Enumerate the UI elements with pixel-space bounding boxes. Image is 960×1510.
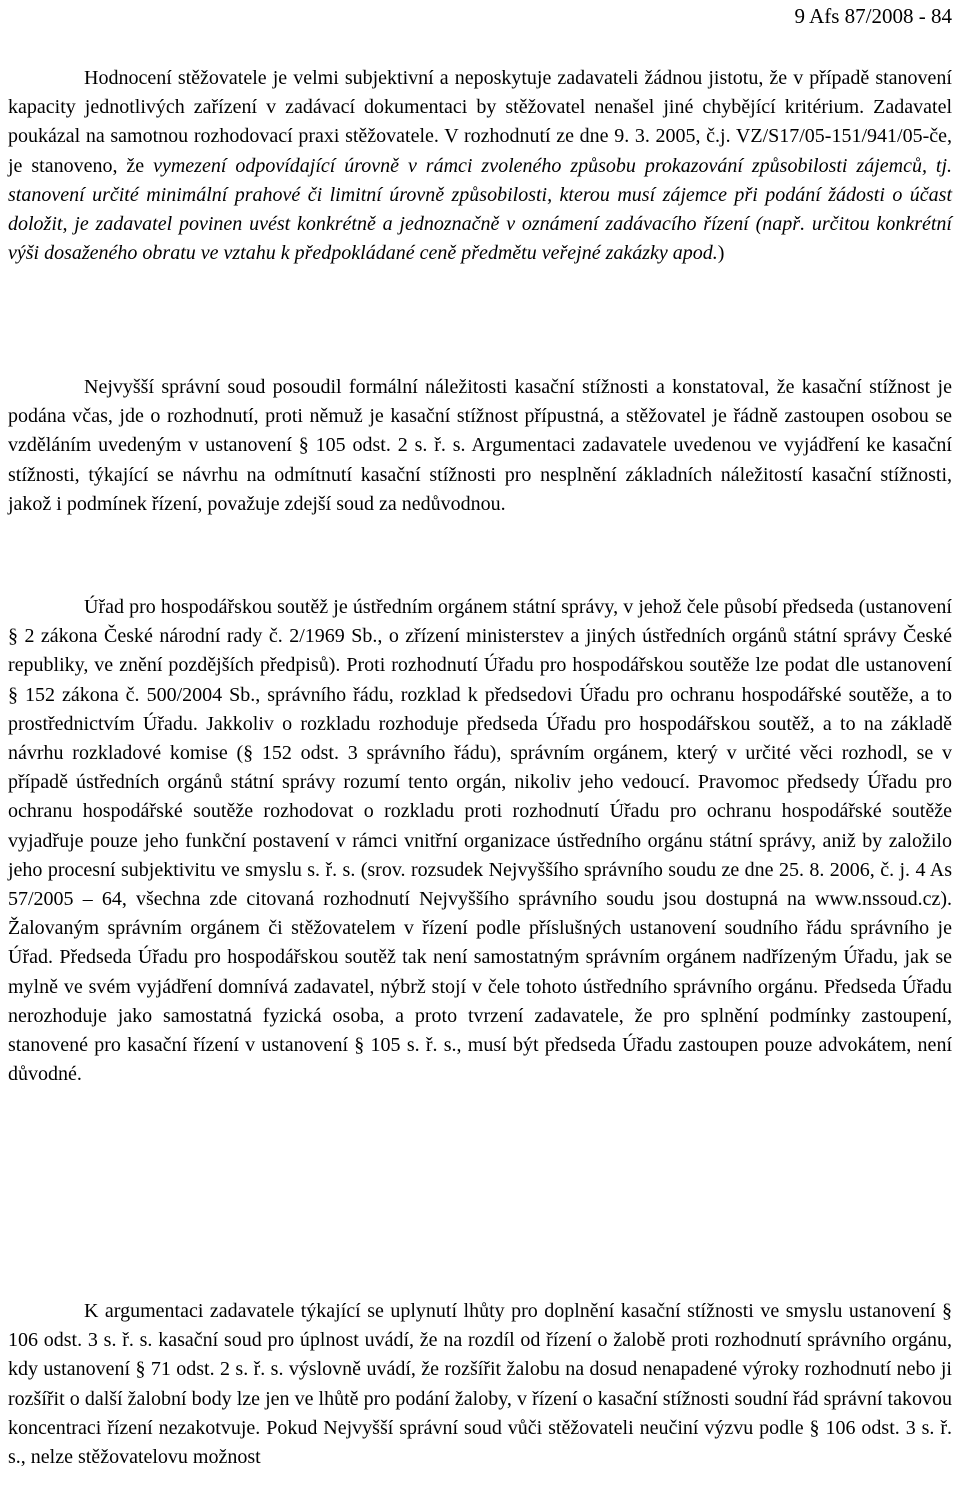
paragraph-1-quote: vymezení odpovídající úrovně v rámci zvoleného způsobu prokazování způsobilosti zájemců, tj. stanovení určité minimální prahové či limitní úrovně způsobilosti, kterou musí zájemce při podání žádosti o účast doložit, je zadavatel povinen uvést konkrétně a jednoznačně v oznámení zadávacího řízení (např. určitou konkrétní výši dosaženého obratu ve vztahu k předpokládané ceně předmětu veřejné zakázky apod. <box>8 154 952 265</box>
case-number: 9 Afs 87/2008 - 84 <box>794 4 952 28</box>
paragraph-1 <box>8 64 952 268</box>
paragraph-1-text: Hodnocení stěžovatele je velmi subjektivní a neposkytuje zadavateli žádnou jistotu, že v případě stanovení kapacity jednotlivých zařízení v zadávací dokumentaci by stěžovatel nenašel jiné chybějící kritérium. Zadavatel poukázal na samotnou rozhodovací praxi stěžovatele. V rozhodnutí ze dne 9. 3. 2005, č.j. VZ/S17/05-151/941/05-če, je stanoveno, že <box>8 67 952 177</box>
paragraph-1-closing: ) <box>717 242 725 265</box>
paragraph-3: Úřad pro hospodářskou soutěž je ústředním orgánem státní správy, v jehož čele působí předseda (ustanovení § 2 zákona České národní rady č. 2/1969 Sb., o zřízení ministerstev a jiných ústředních orgánů státní správy České republiky, ve znění pozdějších předpisů). Proti rozhodnutí Úřadu pro hospodářskou soutěže lze podat dle ustanovení § 152 zákona č. 500/2004 Sb., správního řádu, rozklad k předsedovi Úřadu pro ochranu hospodářské soutěže, a to prostřednictvím Úřadu. Jakkoliv o rozkladu rozhoduje předseda Úřadu pro hospodářskou soutěž, a to na základě návrhu rozkladové komise (§ 152 odst. 3 správního řádu), správním orgánem, který v určité věci rozhodl, se v případě ústředních orgánů státní správy rozumí tento orgán, nikoliv jeho vedoucí. Pravomoc předsedy Úřadu pro ochranu hospodářské soutěže rozhodovat o rozkladu proti rozhodnutí Úřadu pro ochranu hospodářské soutěže vyjadřuje pouze jeho funkční postavení v rámci vnitřní organizace ústředního orgánu státní správy, aniž by založilo jeho procesní subjektivitu ve smyslu s. ř. s. (srov. rozsudek Nejvyššího správního soudu ze dne 25. 8. 2006, č. j. 4 As 57/2005 – 64, všechna zde citovaná rozhodnutí Nejvyššího správního soudu jsou dostupná na www.nssoud.cz). Žalovaným správním orgánem či stěžovatelem v řízení podle příslušných ustanovení soudního řádu správního je Úřad. Předseda Úřadu pro hospodářskou soutěž tak není samostatným správním orgánem nadřízeným Úřadu, jak se mylně ve svém vyjádření domnívá zadavatel, nýbrž stojí v čele tohoto ústředního správního orgánu. Předseda Úřadu nerozhoduje jako samostatná fyzická osoba, a proto tvrzení zadavatele, že pro splnění podmínky zastoupení, stanovené pro kasační řízení v ustanovení § 105 s. ř. s., musí být předseda Úřadu zastoupen pouze advokátem, není důvodné. <box>8 596 952 1086</box>
paragraph-2: Nejvyšší správní soud posoudil formální náležitosti kasační stížnosti a konstatoval, že kasační stížnost je podána včas, jde o rozhodnutí, proti němuž je kasační stížnost přípustná, a stěžovatel je řádně zastoupen osobou se vzděláním uvedeným v ustanovení § 105 odst. 2 s. ř. s. Argumentaci zadavatele uvedenou ve vyjádření ke kasační stížnosti, týkající se návrhu na odmítnutí kasační stížnosti pro nesplnění základních náležitostí kasační stížnosti, jakož i podmínek řízení, považuje zdejší soud za nedůvodnou. <box>8 376 952 515</box>
paragraph-4: K argumentaci zadavatele týkající se uplynutí lhůty pro doplnění kasační stížnosti ve smyslu ustanovení § 106 odst. 3 s. ř. s. kasační soud pro úplnost uvádí, že na rozdíl od řízení o žalobě proti rozhodnutí správního orgánu, kdy ustanovení § 71 odst. 2 s. ř. s. výslovně uvádí, že rozšířit žalobu na dosud nenapadené výroky rozhodnutí nebo ji rozšířit o další žalobní body lze jen ve lhůtě pro podání žaloby, v řízení o kasační stížnosti soudní řád správní takovou koncentraci řízení nezakotvuje. Pokud Nejvyšší správní soud vůči stěžovateli neučiní výzvu podle § 106 odst. 3 s. ř. s., nelze stěžovatelovu možnost <box>8 1300 952 1469</box>
